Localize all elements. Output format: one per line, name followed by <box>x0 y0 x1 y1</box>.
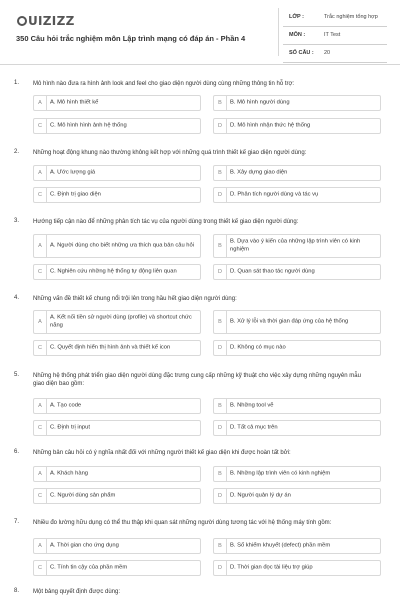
option-c[interactable]: C C. Định trị input <box>33 420 201 436</box>
option-d[interactable]: D D. Tất cả mục trên <box>213 420 381 436</box>
option-b[interactable]: B B. Số khiếm khuyết (defect) phần mềm <box>213 538 381 554</box>
question-text: Những hệ thống phát triển giao diện người dùng đặc trưng cung cấp những kỹ thuật cho việc xây dựng những nguyên mẫu giao diện bao gồm: <box>33 373 361 387</box>
option-b[interactable]: B B. Những lập trình viên có kinh nghiệm <box>213 466 381 482</box>
option-c[interactable]: C C. Mô hình hình ảnh hệ thống <box>33 118 201 134</box>
header-rule <box>0 64 400 65</box>
option-a[interactable]: A A. Mô hình thiết kế <box>33 95 201 111</box>
question-text: Nhiều đo lường hữu dụng có thể thu thập khi quan sát những người dùng tương tác với hệ thống máy tính gồm: <box>33 520 332 526</box>
option-c[interactable]: C C. Người dùng sản phẩm <box>33 488 201 504</box>
option-b[interactable]: B B. Những tool vẽ <box>213 398 381 414</box>
option-d[interactable]: D D. Quan sát thao tác người dùng <box>213 264 381 280</box>
meta-row-count: SỐ CÂU : 20 <box>283 45 387 63</box>
question-text: Những hoạt động khung nào thường không kết hợp với những quá trình thiết kế giao diện người dùng: <box>33 150 307 156</box>
page-title: 350 Câu hỏi trắc nghiệm môn Lập trình mạng có đáp án - Phần 4 <box>16 34 246 43</box>
option-a[interactable]: A A. Khách hàng <box>33 466 201 482</box>
option-b[interactable]: B B. Dựa vào ý kiến của những lập trình viên có kinh nghiệm <box>213 234 381 258</box>
question-text: Mô hình nào đưa ra hình ảnh look and feel cho giao diện người dùng cùng những thông tin hỗ trợ: <box>33 81 295 87</box>
option-c[interactable]: C C. Định trị giao diện <box>33 187 201 203</box>
option-b[interactable]: B B. Xây dựng giao diện <box>213 165 381 181</box>
question-text: Những vấn đề thiết kế chung nổi trội lên trong hầu hết giao diện người dùng: <box>33 296 237 302</box>
option-c[interactable]: C C. Tính tin cậy của phần mềm <box>33 560 201 576</box>
document-header <box>0 0 400 62</box>
question-text: Một bảng quyết định được dùng: <box>33 589 121 595</box>
option-d[interactable]: D D. Không có mục nào <box>213 340 381 356</box>
option-a[interactable]: A A. Tạo code <box>33 398 201 414</box>
option-a[interactable]: A A. Thời gian cho ứng dụng <box>33 538 201 554</box>
option-b[interactable]: B B. Mô hình người dùng <box>213 95 381 111</box>
meta-row-class: LỚP : Trắc nghiệm tổng hợp <box>283 9 387 27</box>
option-a[interactable]: A A. Kết nối tiền sử người dùng (profile) và shortcut chức năng <box>33 310 201 334</box>
logo-q-icon <box>17 16 27 26</box>
option-a[interactable]: A A. Người dùng cho biết những ưa thích qua bản câu hỏi <box>33 234 201 258</box>
quizizz-logo: UIZIZZ <box>17 14 75 28</box>
option-d[interactable]: D D. Phân tích người dùng và tác vụ <box>213 187 381 203</box>
meta-table <box>283 9 387 63</box>
question-text: Những bản câu hỏi có ý nghĩa nhất đối với những người thiết kế giao diện khi được hoàn tất bởi: <box>33 450 291 456</box>
question-text: Hướng tiếp cận nào để những phân tích tác vụ của người dùng trong thiết kế giao diện người dùng: <box>33 219 299 225</box>
option-d[interactable]: D D. Người quản lý dự án <box>213 488 381 504</box>
header-divider <box>278 8 279 56</box>
option-c[interactable]: C C. Nghiên cứu những hệ thống tự động liên quan <box>33 264 201 280</box>
option-b[interactable]: B B. Xử lý lỗi và thời gian đáp ứng của hệ thống <box>213 310 381 334</box>
option-a[interactable]: A A. Ước lượng giá <box>33 165 201 181</box>
meta-row-subject: MÔN : IT Test <box>283 27 387 45</box>
option-d[interactable]: D D. Thời gian đọc tài liệu trợ giúp <box>213 560 381 576</box>
option-c[interactable]: C C. Quyết định hiển thị hình ảnh và thiết kế icon <box>33 340 201 356</box>
option-d[interactable]: D D. Mô hình nhận thức hệ thống <box>213 118 381 134</box>
